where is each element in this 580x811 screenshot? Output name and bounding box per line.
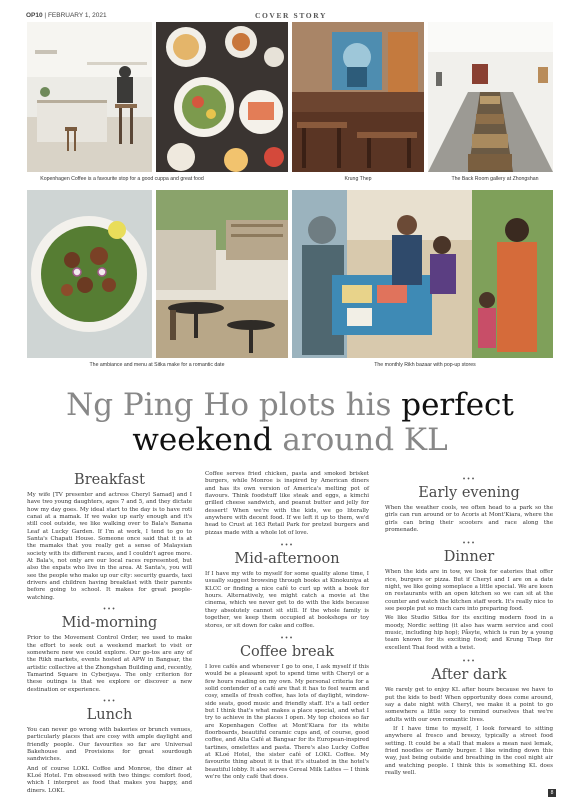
- subhead-mid-morning: Mid-morning: [61, 615, 158, 632]
- paragraph: Coffee serves fried chicken, pasta and smoked brisket burgers, while Monroe is inspired by American diners and has its own version of America's melting pot of flavours. Think foodstuff like steak and eggs, a kimchi grilled cheese sandwich, and peanut butter and jelly for dessert! When we're with the kids, we go literally anywhere with decent food. If we left it up to them, we'd head to Crust at 163 Retail Park for pretzel burgers and pizzas made with a whole lot of love.: [205, 471, 369, 536]
- subhead-breakfast: Breakfast: [74, 472, 145, 488]
- caption-photo1: Kopenhagen Coffee is a favourite stop for a good cuppa and great food: [40, 176, 204, 182]
- caption-photo3: The Back Room gallery at Zhongshan: [451, 176, 539, 182]
- separator: •••: [280, 542, 294, 550]
- paragraph: We rarely get to enjoy KL after hours because we have to put the kids to bed! When opportunity does come around, say a date night with Cheryl, we make it a point to go somewhere a little sexy to remind ourselves that we're adults with our own romantic lives.: [385, 687, 553, 723]
- page-label: OP10 | FEBRUARY 1, 2021: [26, 12, 107, 19]
- caption-photo4: The ambiance and menu at Sitka make for a romantic date: [89, 362, 225, 368]
- separator: •••: [462, 540, 476, 548]
- photo-rikh-bazaar: [292, 190, 553, 358]
- subhead-after-dark: After dark: [431, 667, 507, 684]
- photo-food-flatlay: [156, 22, 288, 172]
- caption-photo2: Krung Thep: [344, 176, 372, 182]
- photo-kopenhagen-coffee: [27, 22, 152, 172]
- paragraph: I love cafés and whenever I go to one, I ask myself if this would be a pleasant spot to spend time with Cheryl or a few hours reading on my own. My personal criteria for a solid contender of a café are that it has to feel warm and cosy, smells of fresh coffee, has lots of daylight, window-side seats, good music and friendly staff. It's a tall order but I think that's what makes a place special, and what I try to achieve in the places I open. My top choices so far are Kopenhagen Coffee at Mont'Kiara for its white floorboards, beautiful ceramic cups and, of course, good coffee, and Alta Café at Bangsar for its European-inspired tartines, omelettes and pasta. There's also Lucky Coffee at KLoé Hotel, the sister café of LOKL Coffee. My favourite thing about it is that it's situated in the hotel's beautiful lobby. It also serves Cereal Milk Lattes — I think we're the only café that does.: [205, 663, 369, 780]
- page-number: 8: [548, 789, 556, 797]
- photo-sitka-interior: [156, 190, 288, 358]
- headline: Ng Ping Ho plots his perfect weekend around KL: [66, 387, 514, 458]
- paragraph: You can never go wrong with bakeries or brunch venues, particularly places that are cosy with ample daylight and friendly people. Our favourites so far are Universal Bakehouse and Provisions for great sourdough sandwiches.: [27, 726, 192, 763]
- column-1: [27, 471, 192, 797]
- photo-krung-thep: [292, 22, 424, 172]
- paragraph: My wife [TV presenter and actress Cheryl Samad] and I have two young daughters, ages 7 and 5, and they dictate how my day goes. My ideal start to the day is to have roti canai at a mamak. If we wake up early enough and it's still cool outside, we like walking over to Bala's Banana Leaf at Lucky Garden. If I'm at work, I tend to go to Santa's Chapati House. Someone once said that it is at the mamaks that you really get a sense of Malaysian society with its different races, and I couldn't agree more. At Bala's, not only are our local races represented, but also the expats who live in the area. At Santa's, you will see the people who make up our city: security guards, taxi drivers and children having breakfast with their parents before going to school. It makes for great people-watching.: [27, 492, 192, 601]
- column-3: [385, 476, 553, 779]
- subhead-lunch: Lunch: [86, 706, 133, 723]
- separator: •••: [102, 606, 117, 614]
- subhead-mid-afternoon: Mid-afternoon: [234, 551, 340, 568]
- paragraph: When the kids are in tow, we look for eateries that offer rice, burgers or pizza. But if Cheryl and I are on a date night, we like going someplace a little special. We are keen on restaurants with an open kitchen so we can sit at the counter and watch the kitchen staff work. It's really nice to see people put so much care into preparing food.: [385, 569, 553, 613]
- paragraph: When the weather cools, we often head to a park so the girls can run around or to Acoris at Mont'Kiara, where the girls can bring their scooters and race along the promenade.: [385, 505, 553, 534]
- paragraph: And of course LOKL Coffee and Monroe, the diner at KLoé Hotel. I'm obsessed with two things: comfort food, which I interpret as food that makes you happy, and diners. LOKL: [27, 765, 192, 794]
- separator: •••: [462, 658, 476, 666]
- column-2: [205, 471, 369, 783]
- photo-back-room-gallery: [428, 22, 553, 172]
- paragraph: Prior to the Movement Control Order, we used to make the effort to seek out a weekend market to visit or somewhere new we could explore. Our go-tos are any of the Rikh markets, events hosted at APW in Bangsar, the artistic collective at the Zhongshan Building and, recently, Tamarind Square in Cyberjaya. The only criterion for these outings is that we explore or discover a new destination or experience.: [27, 635, 192, 693]
- photo-sitka-dish: [27, 190, 152, 358]
- paragraph: If I have time to myself, I look forward to sitting anywhere al fresco and breezy, typically a street food setting. It could be a stall that makes a mean nasi lemak, fried noodles or Ramly burger. I like winding down this way, just being outside and breathing in the cool night air and watching people. I think this is something KL does really well.: [385, 725, 553, 776]
- subhead-coffee-break: Coffee break: [239, 643, 335, 660]
- subhead-dinner: Dinner: [443, 549, 495, 566]
- paragraph: If I have my wife to myself for some quality alone time, I usually suggest browsing through books at Kinokuniya at KLCC or finding a nice café to curl up with a book for hours. Alternatively, we might catch a movie at the cinema, which we never get to do with the kids because they absolutely cannot sit still. If the whole family is together, we keep them occupied at bookshops or toy stores, or sit down for cake and coffee.: [205, 571, 369, 629]
- caption-photo5: The monthly Rikh bazaar with pop-up stores: [374, 362, 476, 368]
- subhead-early-evening: Early evening: [418, 485, 520, 501]
- page-header: [26, 10, 556, 22]
- paragraph: We like Studio Sitka for its exciting modern food in a moody, Nordic setting (it also has warm service and cool music, including hip hop); Påsyte, which is run by a young team known for its exciting food; and Krung Thep for excellent Thai food with a twist.: [385, 615, 553, 651]
- separator: •••: [102, 697, 117, 705]
- separator: •••: [462, 476, 476, 483]
- section-title: COVER STORY: [254, 11, 327, 20]
- separator: •••: [280, 634, 294, 642]
